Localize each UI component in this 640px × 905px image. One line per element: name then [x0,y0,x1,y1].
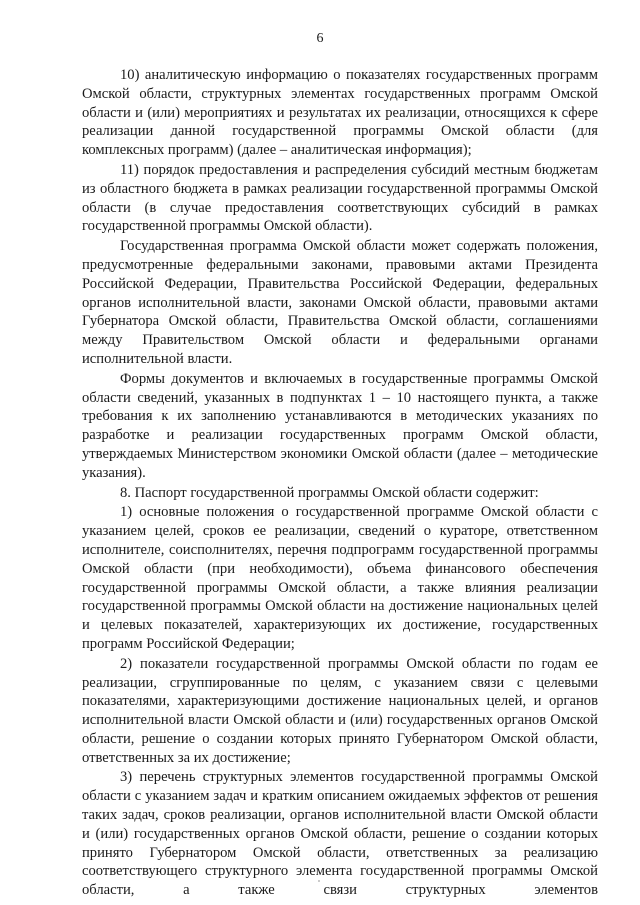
page-number: 6 [316,31,324,46]
paragraph-document-forms: Формы документов и включаемых в государственные программы Омской области сведений, указанных в подпунктах 1 – 10 настоящего пункта, а также требования к их заполнению устанавливаются в методических указаниях по разработке и реализации государственных программ Омской области, утверждаемых Министерством экономики Омской области (далее – методические указания). [82,370,598,481]
paragraph-item-11: 11) порядок предоставления и распределения субсидий местным бюджетам из областного бюджета в рамках реализации государственной программы Омской области (в случае предоставления соответствующих субсидий в рамках государственной программы Омской области). [82,161,598,235]
paragraph-passport-item-1: 1) основные положения о государственной программе Омской области с указанием целей, сроков ее реализации, сведений о кураторе, ответственном исполнителе, соисполнителях, перечня подпрограмм государственной программы Омской области (при необходимости), объема финансового обеспечения государственной программы Омской области, а также влияния реализации государственной программы Омской области на достижение национальных целей и целевых показателей, характеризующих их достижение, государственных программ Российской Федерации; [82,504,598,652]
paragraph-item-10: 10) аналитическую информацию о показателях государственных программ Омской области, структурных элементах государственных программ Омской области и (или) мероприятиях и результатах их реализации, относящихся к сфере реализации данной государственной программы Омской области (для комплексных программ) (далее – аналитическая информация); [82,67,598,159]
paragraph-program-content: Государственная программа Омской области может содержать положения, предусмотренные федеральными законами, правовыми актами Президента Российской Федерации, Правительства Российской Федерации, федеральных органов исполнительной власти, законами Омской области, правовыми актами Губернатора Омской области, Правительства Омской области, соглашениями между Правительством Омской области и федеральными органами исполнительной власти. [82,238,598,367]
paragraph-section-8-heading: 8. Паспорт государственной программы Омской области содержит: [120,484,539,501]
document-body [82,66,598,900]
paragraph-passport-item-3: 3) перечень структурных элементов государственной программы Омской области с указанием задач и кратким описанием ожидаемых эффектов от решения таких задач, сроков реализации, органов исполнительной власти Омской области и (или) государственных органов Омской области, решение о создании которых принято Губернатором Омской области, ответственных за реализацию соответствующего структурного элемента государственной программы Омской области, а также связи структурных элементов [82,769,598,899]
paragraph-passport-item-2: 2) показатели государственной программы Омской области по годам ее реализации, сгруппированные по целям, с указанием связи с целевыми показателями, характеризующими достижение национальных целей, и органов исполнительной власти Омской области и (или) государственных органов Омской области, решение о создании которых принято Губернатором Омской области, ответственных за их достижение; [82,655,598,766]
scan-speck [318,880,320,882]
